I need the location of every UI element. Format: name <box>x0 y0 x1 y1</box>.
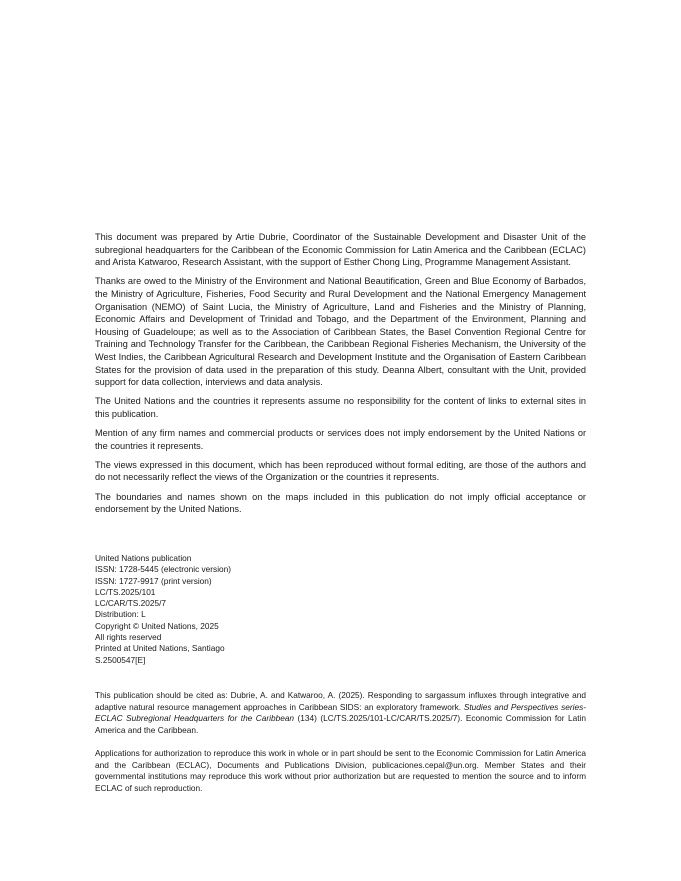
endorsement-disclaimer-paragraph: Mention of any firm names and commercial products or services does not imply endorsement by the United Nations or the countries it represents. <box>95 428 586 451</box>
citation-suffix: (134) (LC/TS.2025/101-LC/CAR/TS.2025/7). Economic Commission for Latin America and the Caribbean. <box>95 713 587 735</box>
rights-reserved: All rights reserved <box>95 632 162 643</box>
printed-at: Printed at United Nations, Santiago <box>95 643 225 654</box>
citation-series: Studies and Perspectives series-ECLAC Subregional Headquarters for the Caribbean <box>95 701 586 723</box>
issn-electronic: ISSN: 1728-5445 (electronic version) <box>95 564 232 575</box>
symbol-lc-ts: LC/TS.2025/101 <box>95 586 156 597</box>
main-text-block <box>95 231 586 522</box>
sales-number: S.2500547[E] <box>95 654 146 665</box>
authorization-paragraph: Applications for authorization to reproduce this work in whole or in part should be sent to the Economic Commission for Latin America and the Caribbean (ECLAC), Documents and Publications Division, publicaciones.cepal@un.org. Member States and their governmental institutions may reproduce this work without prior authorization but are requested to mention the source and to inform ECLAC of such reproduction. <box>95 748 586 793</box>
issn-print: ISSN: 1727-9917 (print version) <box>95 575 212 586</box>
maps-disclaimer-paragraph: The boundaries and names shown on the maps included in this publication do not imply official acceptance or endorsement by the United Nations. <box>95 491 586 515</box>
acknowledgements-paragraph: Thanks are owed to the Ministry of the Environment and National Beautification, Green and Blue Economy of Barbados, the Ministry of Agriculture, Fisheries, Food Security and Rural Development and the National Emergency Management Organisation (NEMO) of Saint Lucia, the Ministry of Agriculture, Land and Fisheries and the Ministry of Planning, Economic Affairs and Development of Trinidad and Tobago, and the Department of the Environment, Planning and Housing of Guadeloupe; as well as to the Association of Caribbean States, the Basel Convention Regional Centre for Training and Technology Transfer for the Caribbean, the Caribbean Regional Fisheries Mechanism, the University of the West Indies, the Caribbean Agricultural Research and Development Institute and the Organisation of Eastern Caribbean States for the provision of data used in the preparation of this study. Deanna Albert, consultant with the Unit, provided support for data collection, interviews and data analysis. <box>95 276 586 388</box>
publication-type: United Nations publication <box>95 553 192 563</box>
citation-prefix: This publication should be cited as: Dubrie, A. and Katwaroo, A. (2025). Responding to sargassum influxes through integrative and adaptive natural resource management approaches in Caribbean SIDS: an exploratory framework. <box>95 690 586 712</box>
citation-paragraph <box>95 690 586 736</box>
publication-info <box>95 553 395 666</box>
preparation-paragraph: This document was prepared by Artie Dubrie, Coordinator of the Sustainable Development and Disaster Unit of the subregional headquarters for the Caribbean of the Economic Commission for Latin America and the Caribbean (ECLAC) and Arista Katwaroo, Research Assistant, with the support of Esther Chong Ling, Programme Management Assistant. <box>95 232 586 268</box>
views-disclaimer-paragraph: The views expressed in this document, which has been reproduced without formal editing, are those of the authors and do not necessarily reflect the views of the Organization or the countries it represents. <box>95 459 586 483</box>
links-disclaimer-paragraph: The United Nations and the countries it represents assume no responsibility for the content of links to external sites in this publication. <box>95 396 586 419</box>
distribution: Distribution: L <box>95 609 146 620</box>
copyright: Copyright © United Nations, 2025 <box>95 620 219 631</box>
symbol-lc-car-ts: LC/CAR/TS.2025/7 <box>95 598 167 609</box>
